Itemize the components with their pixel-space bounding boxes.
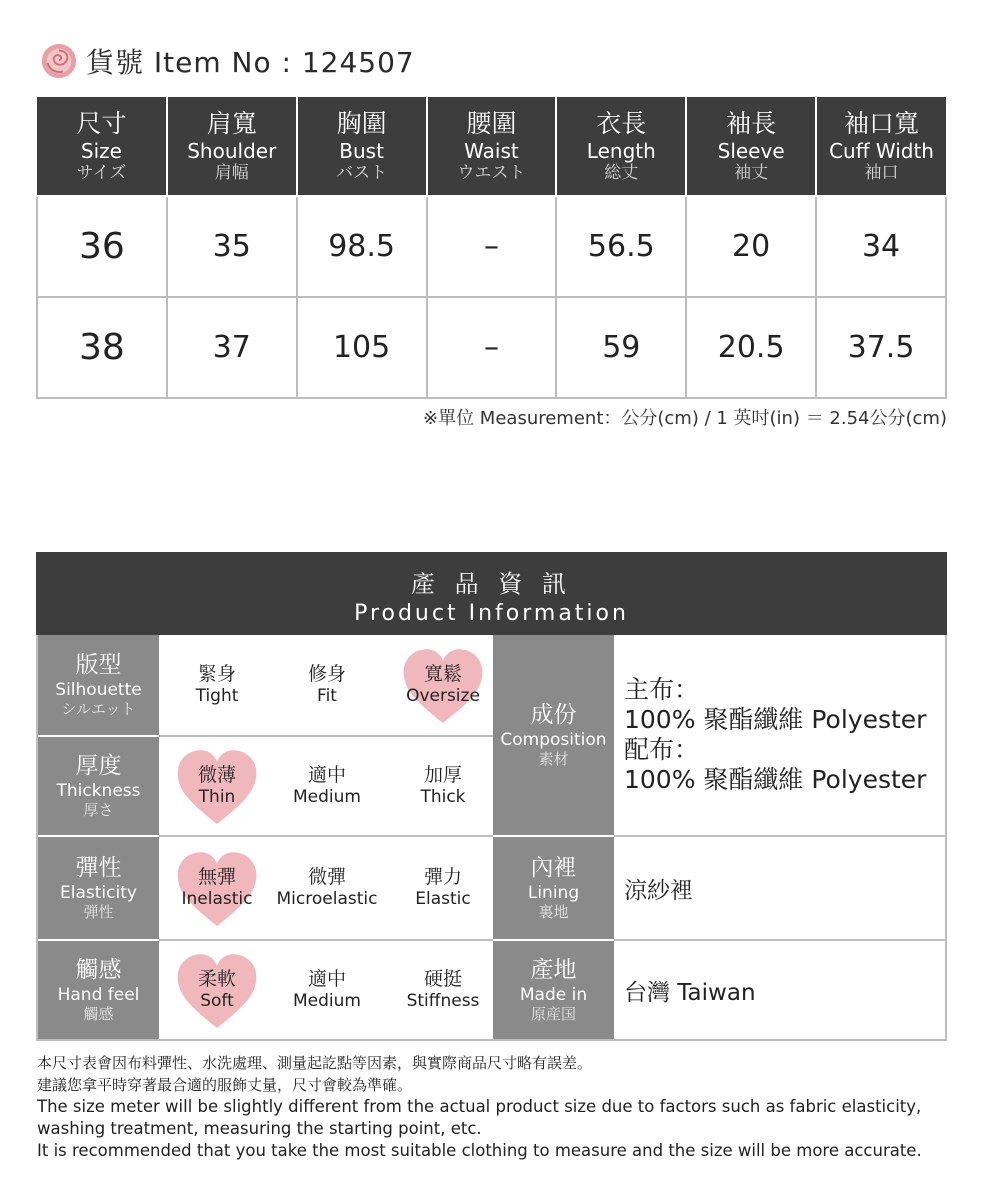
col-cuff-width: 袖口寬 Cuff Width 袖口 bbox=[816, 97, 946, 196]
attribute-options bbox=[159, 837, 493, 941]
attribute-row-elasticity bbox=[38, 837, 493, 941]
option-tight: 緊身 Tight bbox=[195, 663, 239, 707]
col-sleeve: 袖長 Sleeve 袖丈 bbox=[686, 97, 816, 196]
product-information bbox=[36, 552, 947, 1041]
table-cell: – bbox=[427, 297, 557, 398]
table-cell: 37.5 bbox=[816, 297, 946, 398]
option-soft-selected: 柔軟 Soft bbox=[159, 941, 275, 1039]
origin-value: 台灣 Taiwan bbox=[624, 979, 756, 1006]
attribute-options bbox=[159, 635, 493, 737]
size-cell: 36 bbox=[37, 196, 167, 297]
disclaimer-en-3: It is recommended that you take the most suitable clothing to measure and the size will be more accurate. bbox=[37, 1141, 922, 1160]
disclaimer-zh-1: 本尺寸表會因布料彈性、水洗處理、測量起訖點等因素，與實際商品尺寸略有誤差。 bbox=[37, 1054, 593, 1072]
col-bust: 胸圍 Bust バスト bbox=[297, 97, 427, 196]
option-elastic: 彈力 Elastic bbox=[415, 866, 471, 910]
disclaimer-en-2: washing treatment, measuring the starting point, etc. bbox=[37, 1119, 482, 1138]
attribute-options bbox=[159, 941, 493, 1039]
table-cell: 56.5 bbox=[556, 196, 686, 297]
size-cell: 38 bbox=[37, 297, 167, 398]
table-cell: 34 bbox=[816, 196, 946, 297]
size-table bbox=[36, 97, 947, 399]
attribute-label: 版型 Silhouette シルエット bbox=[38, 635, 159, 737]
option-oversize-selected: 寬鬆 Oversize bbox=[385, 635, 501, 735]
composition-label: 成份 Composition 素材 bbox=[493, 635, 614, 837]
attribute-label: 觸感 Hand feel 觸感 bbox=[38, 941, 159, 1039]
origin-label: 產地 Made in 原産国 bbox=[493, 941, 614, 1039]
disclaimer-en-1: The size meter will be slightly different from the actual product size due to factors such as fabric elasticity, bbox=[37, 1097, 922, 1116]
disclaimer bbox=[37, 1052, 952, 1162]
table-row bbox=[37, 196, 946, 297]
col-shoulder: 肩寬 Shoulder 肩幅 bbox=[167, 97, 297, 196]
table-cell: 20.5 bbox=[686, 297, 816, 398]
size-table-header bbox=[37, 97, 946, 196]
product-info-title-zh: 產 品 資 訊 bbox=[411, 570, 572, 598]
col-waist: 腰圍 Waist ウエスト bbox=[427, 97, 557, 196]
product-info-header bbox=[36, 552, 947, 635]
item-number: 貨號 Item No : 124507 bbox=[86, 46, 415, 79]
table-cell: – bbox=[427, 196, 557, 297]
attribute-row-thickness bbox=[38, 737, 493, 837]
attribute-options bbox=[159, 737, 493, 837]
lining-label: 內裡 Lining 裏地 bbox=[493, 837, 614, 941]
attribute-label: 厚度 Thickness 厚さ bbox=[38, 737, 159, 837]
option-thick: 加厚 Thick bbox=[420, 764, 466, 808]
lining-value: 涼紗裡 bbox=[614, 837, 945, 941]
option-microelastic: 微彈 Microelastic bbox=[276, 866, 378, 910]
composition-value: 主布： 100% 聚酯纖維 Polyester 配布： 100% 聚酯纖維 Polyester bbox=[614, 635, 945, 837]
disclaimer-zh-2: 建議您拿平時穿著最合適的服飾丈量，尺寸會較為準確。 bbox=[37, 1076, 413, 1094]
option-fit: 修身 Fit bbox=[307, 663, 346, 707]
attribute-row-silhouette bbox=[38, 635, 493, 737]
option-inelastic-selected: 無彈 Inelastic bbox=[159, 837, 275, 939]
option-thin-selected: 微薄 Thin bbox=[159, 737, 275, 835]
option-medium: 適中 Medium bbox=[293, 968, 361, 1012]
measurement-note: ※單位 Measurement：公分(cm) / 1 英吋(in) ＝ 2.54公分(cm) bbox=[423, 408, 947, 429]
product-info-body bbox=[36, 635, 947, 1041]
option-stiffness: 硬挺 Stiffness bbox=[406, 968, 480, 1012]
item-header bbox=[40, 38, 415, 84]
attribute-label: 彈性 Elasticity 弾性 bbox=[38, 837, 159, 941]
rose-icon bbox=[40, 42, 78, 80]
table-cell: 37 bbox=[167, 297, 297, 398]
attribute-row-hand-feel bbox=[38, 941, 493, 1039]
table-row bbox=[37, 297, 946, 398]
table-cell: 59 bbox=[556, 297, 686, 398]
table-cell: 105 bbox=[297, 297, 427, 398]
option-medium: 適中 Medium bbox=[293, 764, 361, 808]
table-cell: 98.5 bbox=[297, 196, 427, 297]
product-info-title-en: Product Information bbox=[354, 601, 629, 626]
col-length: 衣長 Length 総丈 bbox=[556, 97, 686, 196]
col-size: 尺寸 Size サイズ bbox=[37, 97, 167, 196]
table-cell: 20 bbox=[686, 196, 816, 297]
table-cell: 35 bbox=[167, 196, 297, 297]
